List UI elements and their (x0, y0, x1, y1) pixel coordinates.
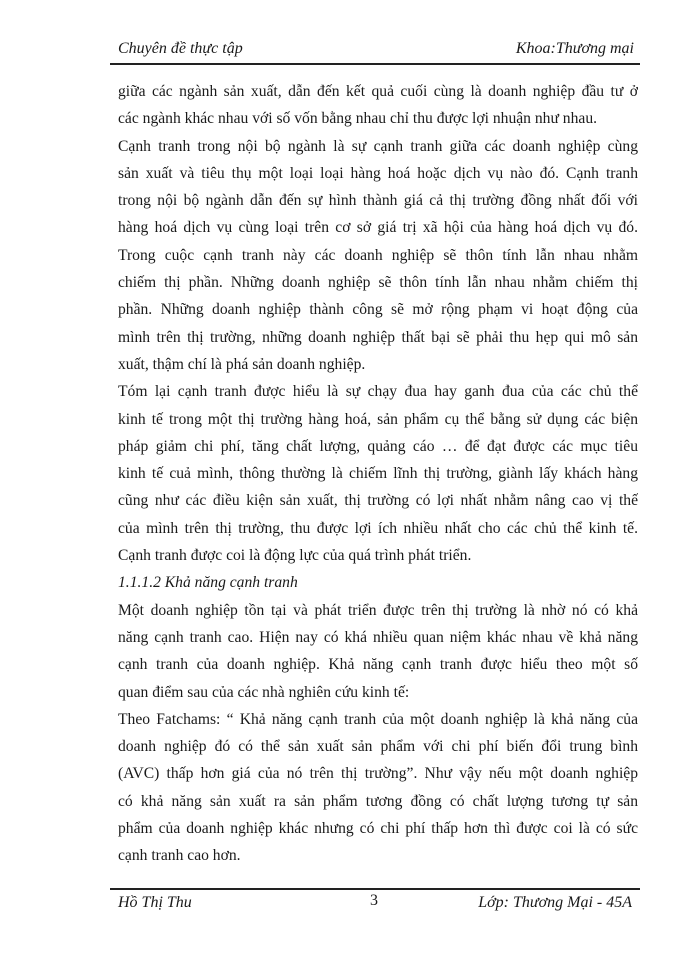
text-line: kinh tế cuả mình, thông thường là chiếm lĩnh thị trường, giành lấy khách hàng (118, 465, 638, 483)
text-line: pháp giảm chi phí, tăng chất lượng, quảng cáo … để đạt được các mục tiêu (118, 437, 638, 455)
page-footer (110, 892, 640, 916)
footer-divider (110, 888, 640, 890)
document-body (118, 78, 638, 870)
text-line: các ngành khác nhau với số vốn bằng nhau chỉ thu được lợi nhuận như nhau. (118, 110, 598, 128)
footer-author: Hồ Thị Thu (118, 894, 192, 911)
text-line: cũng như các điều kiện sản xuất, thị trường có lợi nhất nhằm nâng cao vị thế (118, 492, 638, 510)
text-line: có khả năng sản xuất ra sản phẩm tương đồng có chất lượng tương tự sản (118, 792, 638, 810)
header-department: Khoa:Thương mại (515, 40, 634, 57)
text-line: sản xuất và tiêu thụ một loại loại hàng hoá hoặc dịch vụ nào đó. Cạnh tranh (118, 164, 638, 182)
text-line: xuất, thậm chí là phá sản doanh nghiệp. (118, 355, 366, 373)
text-line: chiếm thị phần. Những doanh nghiệp sẽ thôn tính lẫn nhau nhằm chiếm thị (118, 274, 638, 292)
text-line: Tóm lại cạnh tranh được hiểu là sự chạy đua hay ganh đua của các chủ thể (118, 383, 638, 401)
section-heading: 1.1.1.2 Khả năng cạnh tranh (118, 574, 298, 592)
page-header (110, 38, 640, 64)
text-line: Một doanh nghiệp tồn tại và phát triển được trên thị trường là nhờ nó có khả (118, 601, 638, 619)
text-line: hàng hoá dịch vụ cùng loại trên cơ sở giá trị xã hội của hàng hoá dịch vụ đó. (118, 219, 638, 237)
footer-class: Lớp: Thương Mại - 45A (478, 894, 632, 911)
text-line: mình trên thị trường, những doanh nghiệp thất bại sẽ phải thu hẹp qui mô sản (118, 328, 638, 346)
text-line: năng cạnh tranh cao. Hiện nay có khá nhiều quan niệm khác nhau về khả năng (118, 628, 638, 646)
text-line: Cạnh tranh trong nội bộ ngành là sự cạnh tranh giữa các doanh nghiệp cùng (118, 137, 638, 155)
text-line: phần. Những doanh nghiệp thành công sẽ mở rộng phạm vi hoạt động của (118, 301, 638, 319)
text-line: Theo Fatchams: “ Khả năng cạnh tranh của một doanh nghiệp là khả năng của (118, 710, 638, 728)
text-line: Cạnh tranh được coi là động lực của quá trình phát triển. (118, 547, 472, 565)
text-line: doanh nghiệp đó có thể sản xuất sản phẩm với chi phí biến đổi trung bình (118, 738, 638, 756)
header-divider (110, 63, 640, 65)
text-line: cạnh tranh cao hơn. (118, 847, 241, 865)
text-line: giữa các ngành sản xuất, dẫn đến kết quả cuối cùng là doanh nghiệp đầu tư ở (118, 83, 638, 100)
page-number: 3 (370, 892, 378, 909)
header-title: Chuyên đề thực tập (118, 40, 243, 57)
text-line: quan điểm sau của các nhà nghiên cứu kinh tế: (118, 683, 410, 701)
text-line: trong nội bộ ngành dẫn đến sự hình thành giá cả thị trường đồng nhất đối với (118, 192, 638, 210)
text-line: kinh tế trong một thị trường hàng hoá, sản phẩm cụ thể bằng sử dụng các biện (118, 410, 638, 428)
text-line: phẩm của doanh nghiệp khác nhưng có chi phí thấp hơn thì được coi là có sức (118, 820, 638, 838)
text-line: (AVC) thấp hơn giá của nó trên thị trường”. Như vậy nếu một doanh nghiệp (118, 765, 638, 783)
text-line: cạnh tranh của doanh nghiệp. Khả năng cạnh tranh được hiểu theo một số (118, 656, 638, 674)
text-line: của mình trên thị trường, thu được lợi ích nhiều nhất cho các chủ thể kinh tế. (118, 519, 638, 537)
text-line: Trong cuộc cạnh tranh này các doanh nghiệp sẽ thôn tính lẫn nhau nhằm (118, 246, 638, 264)
